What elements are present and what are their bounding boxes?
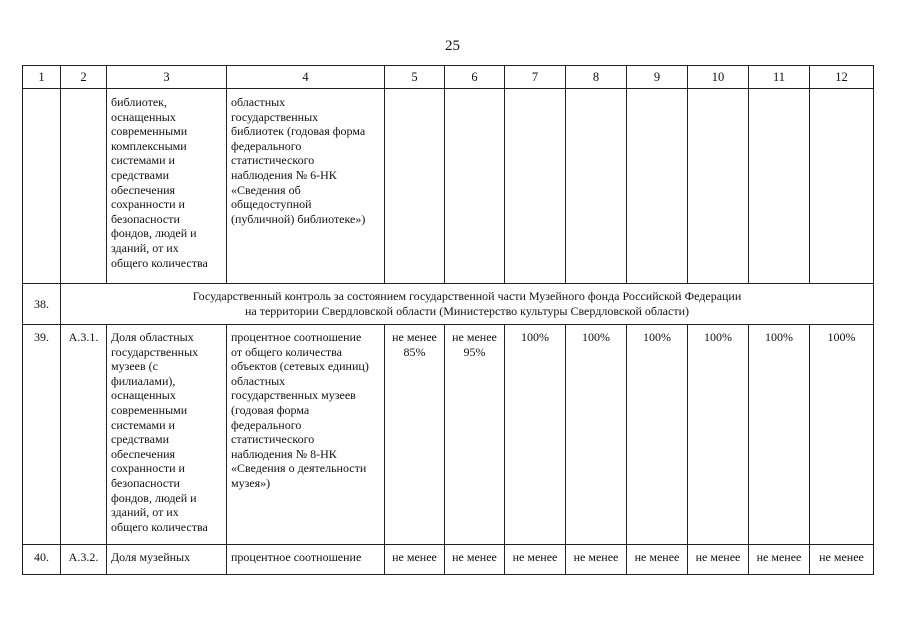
indicator-method-cell: областных государственных библиотек (годовая форма федерального статистического наблюдения № 6-НК «Сведения об общедоступной (публичной) библиотеке») [227, 89, 385, 284]
indicator-name-cell: Доля музейных [107, 545, 227, 575]
value-cell: не менее 95% [445, 325, 505, 545]
value-cell: не менее [749, 545, 810, 575]
value-cell: 100% [505, 325, 566, 545]
indicator-code-cell: А.3.1. [61, 325, 107, 545]
header-cell: 7 [505, 66, 566, 89]
table-row-38 [23, 284, 874, 325]
table-cell [61, 89, 107, 284]
header-cell: 9 [627, 66, 688, 89]
indicator-method-cell: процентное соотношение [227, 545, 385, 575]
indicator-method-cell: процентное соотношение от общего количества объектов (сетевых единиц) областных государственных музеев (годовая форма федерального статистического наблюдения № 8-НК «Сведения о деятельности музея») [227, 325, 385, 545]
header-cell: 10 [688, 66, 749, 89]
value-cell: не менее 85% [385, 325, 445, 545]
table-cell [566, 89, 627, 284]
indicator-name-cell: библиотек, оснащенных современными комплексными системами и средствами обеспечения сохранности и безопасности фондов, людей и зданий, от их общего количества [107, 89, 227, 284]
table-header-row [23, 66, 874, 89]
section-heading-cell: Государственный контроль за состоянием государственной части Музейного фонда Российской Федерации на территории Свердловской области (Министерство культуры Свердловской области) [61, 284, 874, 325]
table-cell [810, 89, 874, 284]
row-number-cell: 39. [23, 325, 61, 545]
value-cell: не менее [810, 545, 874, 575]
indicator-name-cell: Доля областных государственных музеев (с филиалами), оснащенных современными системами и средствами обеспечения сохранности и безопасности фондов, людей и зданий, от их общего количества [107, 325, 227, 545]
page-number: 25 [445, 38, 460, 54]
table-cell [385, 89, 445, 284]
value-cell: не менее [688, 545, 749, 575]
header-cell: 6 [445, 66, 505, 89]
table-cell [749, 89, 810, 284]
indicator-code-cell: А.3.2. [61, 545, 107, 575]
table-cell [505, 89, 566, 284]
table-cell [23, 89, 61, 284]
header-cell: 12 [810, 66, 874, 89]
value-cell: не менее [566, 545, 627, 575]
header-cell: 3 [107, 66, 227, 89]
value-cell: 100% [566, 325, 627, 545]
header-cell: 2 [61, 66, 107, 89]
table-row-continued [23, 89, 874, 284]
value-cell: 100% [688, 325, 749, 545]
table-cell [627, 89, 688, 284]
value-cell: не менее [445, 545, 505, 575]
table-row-40 [23, 545, 874, 575]
header-cell: 11 [749, 66, 810, 89]
value-cell: 100% [810, 325, 874, 545]
value-cell: 100% [627, 325, 688, 545]
table-cell [688, 89, 749, 284]
header-cell: 8 [566, 66, 627, 89]
table-row-39 [23, 325, 874, 545]
value-cell: не менее [505, 545, 566, 575]
table-cell [445, 89, 505, 284]
value-cell: не менее [627, 545, 688, 575]
header-cell: 4 [227, 66, 385, 89]
row-number-cell: 38. [23, 284, 61, 325]
value-cell: не менее [385, 545, 445, 575]
header-cell: 5 [385, 66, 445, 89]
value-cell: 100% [749, 325, 810, 545]
row-number-cell: 40. [23, 545, 61, 575]
header-cell: 1 [23, 66, 61, 89]
indicators-table [22, 65, 874, 575]
